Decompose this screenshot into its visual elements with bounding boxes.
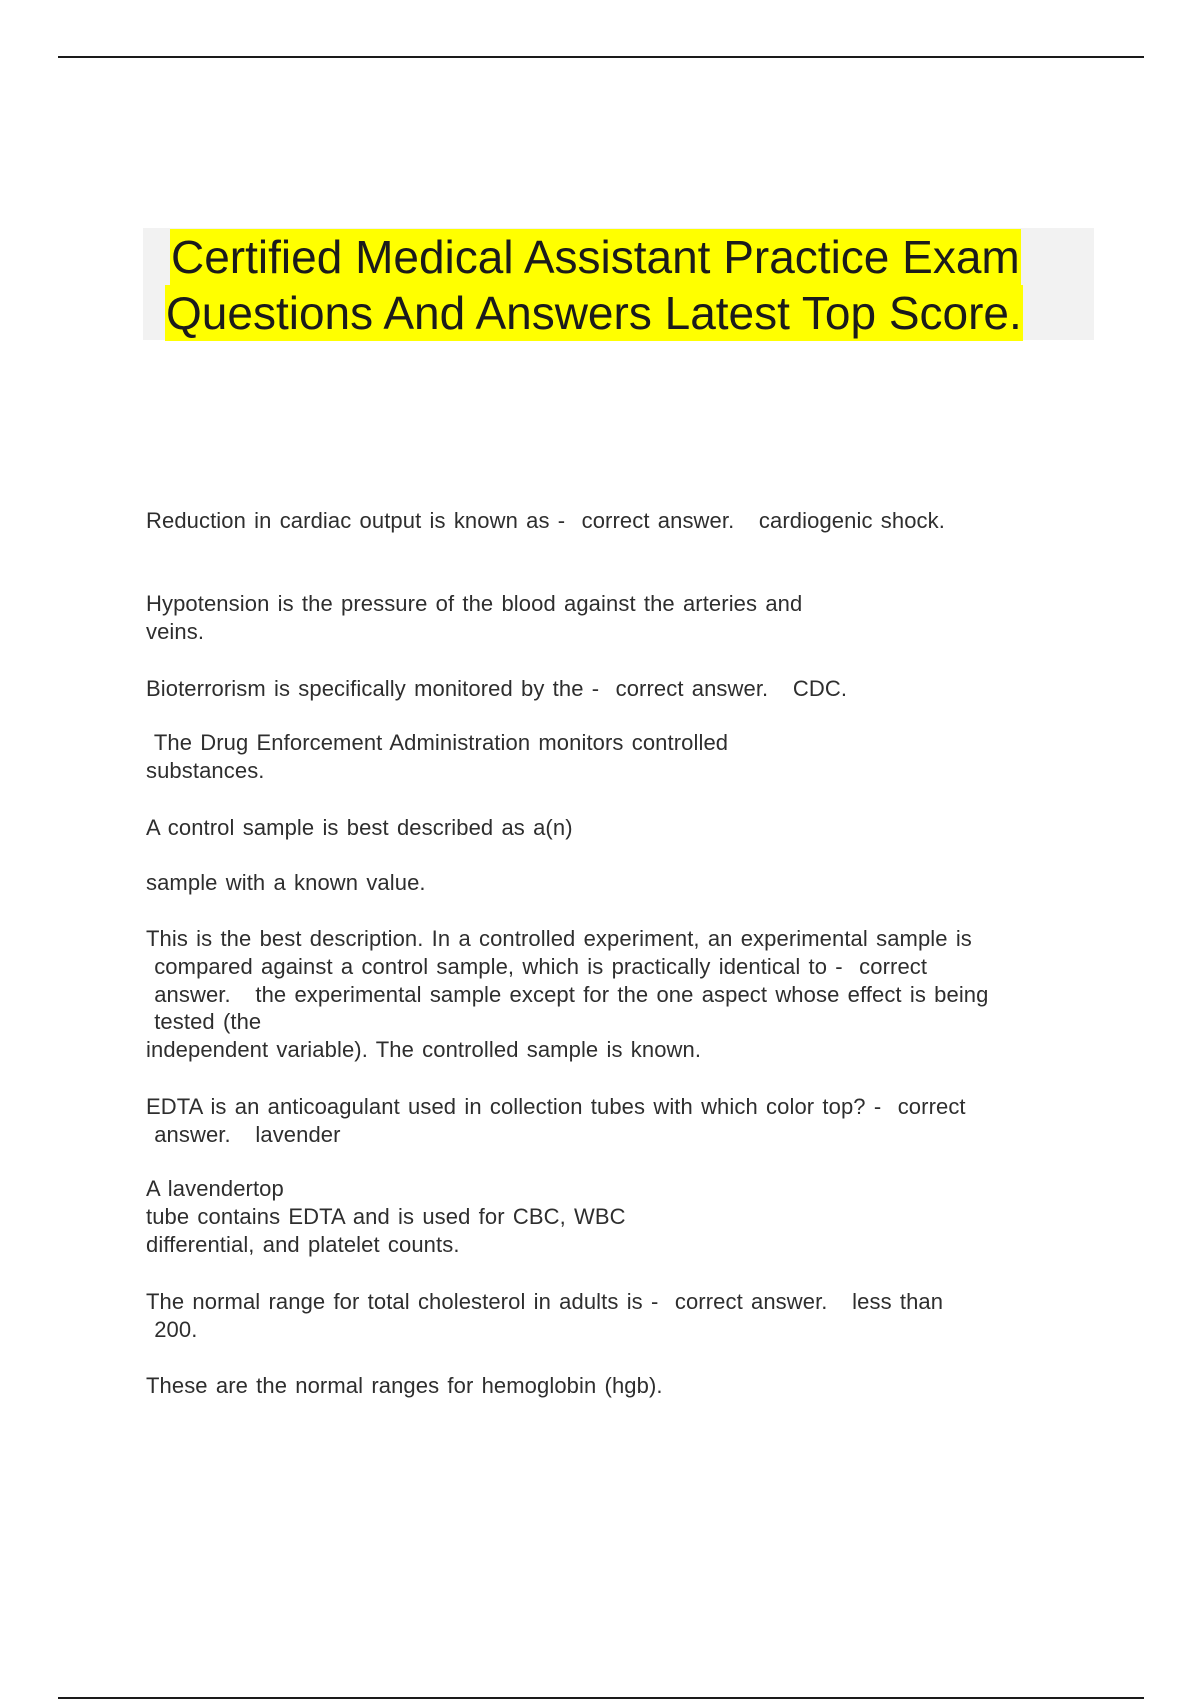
question-line: These are the normal ranges for hemoglobin (hgb). — [146, 1373, 663, 1398]
question-line: substances. — [146, 758, 265, 783]
question-line: EDTA is an anticoagulant used in collection tubes with which color top? - correct — [146, 1094, 966, 1119]
header-rule — [58, 56, 1144, 58]
question-line: independent variable). The controlled sample is known. — [146, 1037, 702, 1062]
question-line: answer. the experimental sample except for the one aspect whose effect is being — [146, 982, 989, 1007]
document-title-line-2 — [165, 285, 1023, 341]
title-highlight: Certified Medical Assistant Practice Exam — [171, 231, 1020, 283]
question-line: Reduction in cardiac output is known as - correct answer. cardiogenic shock. — [146, 508, 945, 533]
question-line: The Drug Enforcement Administration monitors controlled — [146, 730, 729, 755]
question-line: The normal range for total cholesterol in adults is - correct answer. less than — [146, 1289, 944, 1314]
document-title-line-1 — [170, 229, 1021, 285]
question-line: Hypotension is the pressure of the blood against the arteries and — [146, 591, 803, 616]
question-line: tested (the — [146, 1009, 262, 1034]
question-line: A control sample is best described as a(n) — [146, 815, 573, 840]
question-line: answer. lavender — [146, 1122, 341, 1147]
question-line: sample with a known value. — [146, 870, 426, 895]
question-line: 200. — [146, 1317, 198, 1342]
question-line: veins. — [146, 619, 205, 644]
question-line: differential, and platelet counts. — [146, 1232, 460, 1257]
question-line: tube contains EDTA and is used for CBC, WBC — [146, 1204, 626, 1229]
footer-rule — [58, 1697, 1144, 1699]
question-line: This is the best description. In a controlled experiment, an experimental sample is — [146, 926, 972, 951]
question-line: A lavendertop — [146, 1176, 284, 1201]
question-line: compared against a control sample, which is practically identical to - correct — [146, 954, 928, 979]
title-highlight: Questions And Answers Latest Top Score. — [166, 287, 1022, 339]
question-line: Bioterrorism is specifically monitored by the - correct answer. CDC. — [146, 676, 848, 701]
